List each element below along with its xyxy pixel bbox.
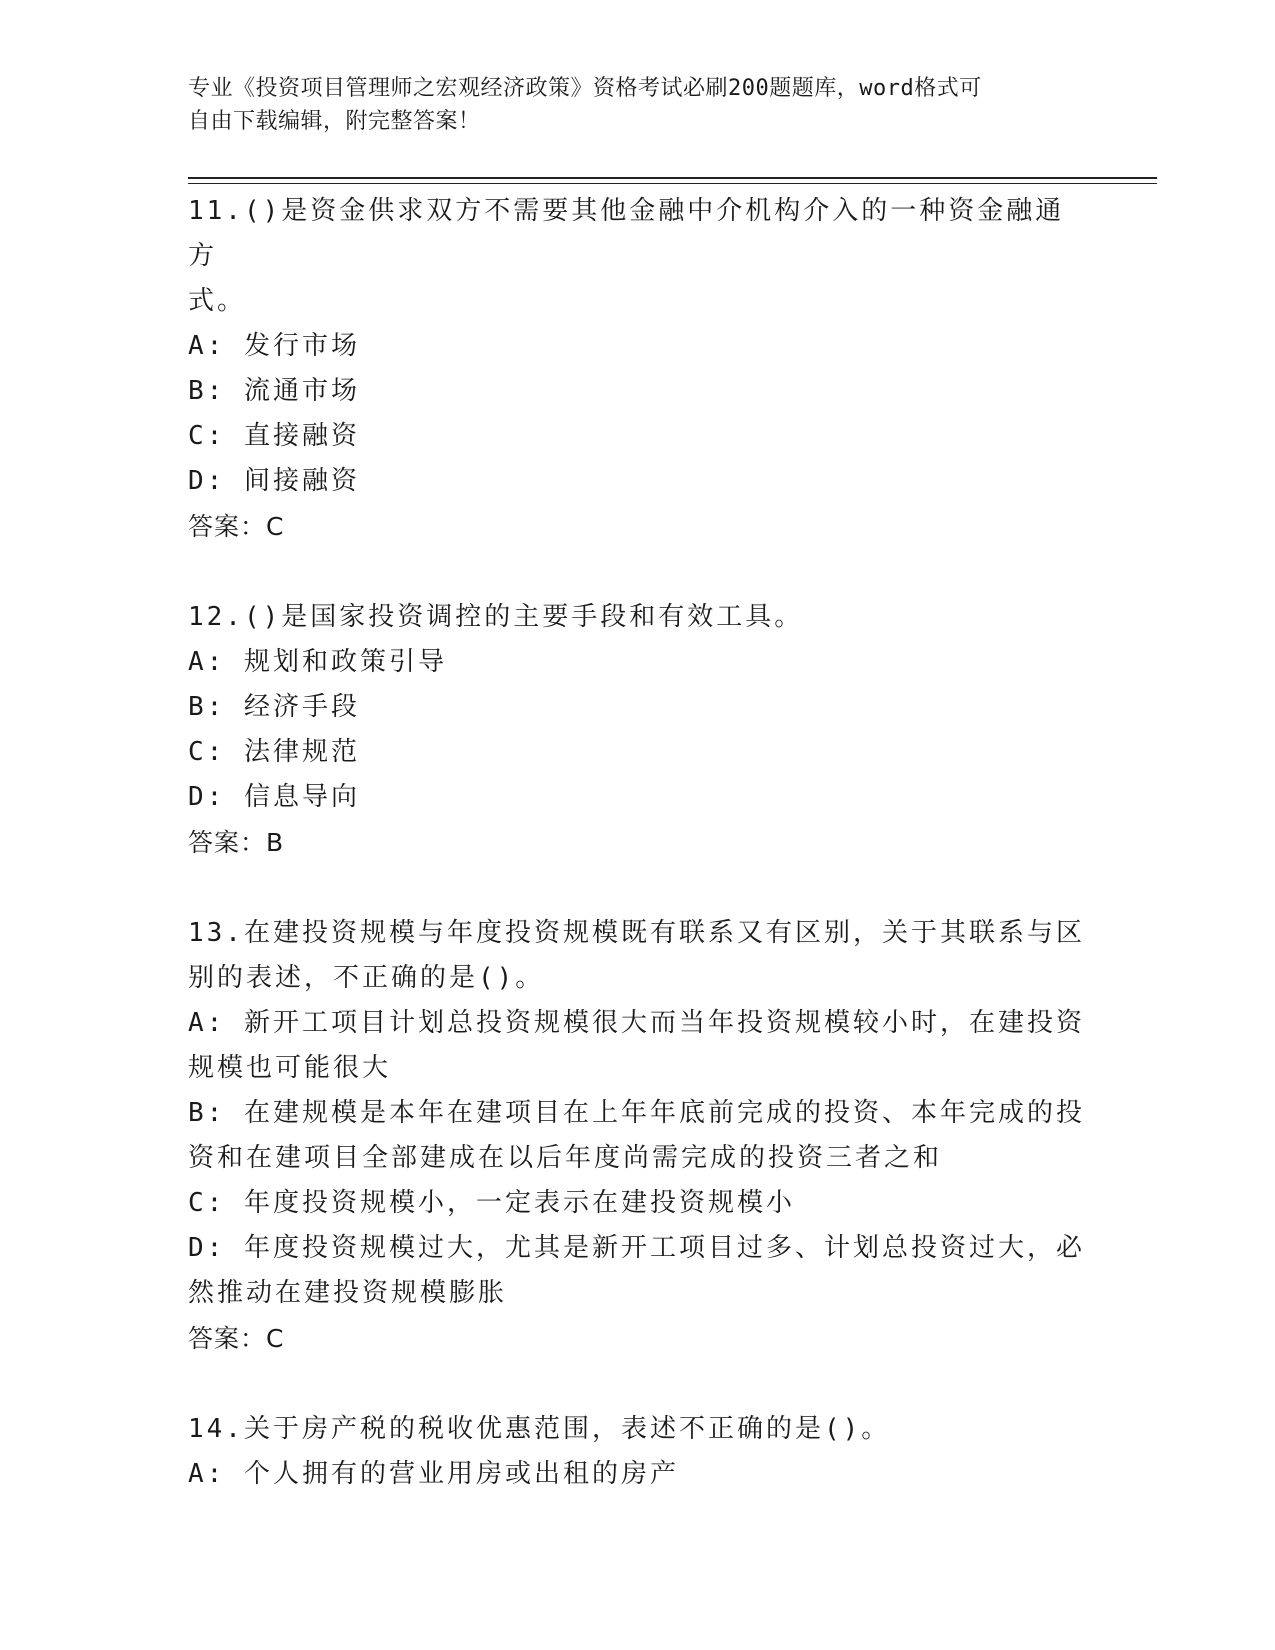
option-c: C: 直接融资 [188,421,360,451]
question-11 [188,189,1088,549]
header-divider-thin [188,183,1157,184]
answer: 答案：B [188,828,285,857]
header-line-2: 自由下载编辑，附完整答案！ [188,109,481,134]
question-12 [188,595,1088,865]
answer: 答案：C [188,512,285,541]
option-a: A: 新开工项目计划总投资规模很大而当年投资规模较小时，在建投资 [188,1008,1085,1038]
question-stem: 11.()是资金供求双方不需要其他金融中介机构介入的一种资金融通方 [188,196,1065,271]
question-list [188,189,1088,1543]
question-stem: 14.关于房产税的税收优惠范围，表述不正确的是()。 [188,1414,891,1444]
answer: 答案：C [188,1324,285,1353]
option-a: A: 规划和政策引导 [188,647,447,677]
question-stem: 式。 [188,286,247,316]
document-header [188,72,1068,138]
option-c: C: 年度投资规模小，一定表示在建投资规模小 [188,1188,795,1218]
question-13 [188,911,1088,1361]
header-line-1: 专业《投资项目管理师之宏观经济政策》资格考试必刷200题题库，word格式可 [188,76,982,101]
option-d: D: 年度投资规模过大，尤其是新开工项目过多、计划总投资过大，必 [188,1233,1085,1263]
option-b: 资和在建项目全部建成在以后年度尚需完成的投资三者之和 [188,1143,943,1173]
question-14 [188,1407,1088,1497]
option-a: A: 发行市场 [188,331,360,361]
option-b: B: 经济手段 [188,692,360,722]
question-stem: 13.在建投资规模与年度投资规模既有联系又有区别，关于其联系与区 [188,918,1085,948]
option-a: A: 个人拥有的营业用房或出租的房产 [188,1459,679,1489]
option-d: 然推动在建投资规模膨胀 [188,1278,508,1308]
option-c: C: 法律规范 [188,737,360,767]
header-divider-thick [188,177,1157,179]
option-d: D: 间接融资 [188,466,360,496]
option-b: B: 流通市场 [188,376,360,406]
option-d: D: 信息导向 [188,782,360,812]
question-stem: 12.()是国家投资调控的主要手段和有效工具。 [188,602,804,632]
option-a: 规模也可能很大 [188,1053,392,1083]
option-b: B: 在建规模是本年在建项目在上年年底前完成的投资、本年完成的投 [188,1098,1085,1128]
question-stem: 别的表述，不正确的是()。 [188,963,545,993]
